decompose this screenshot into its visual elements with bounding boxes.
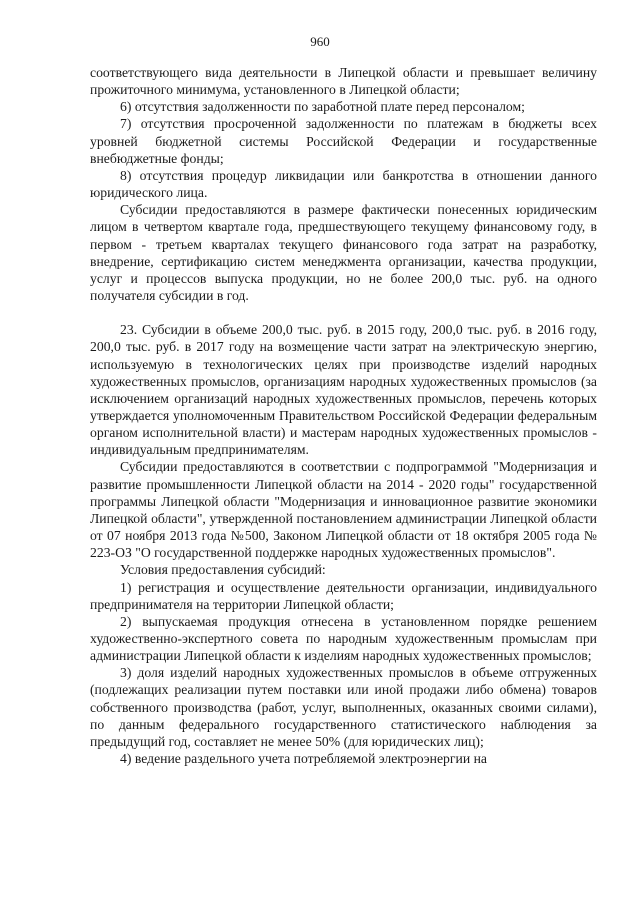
legal-basis-paragraph: Субсидии предоставляются в соответствии с подпрограммой "Модернизация и развитие промышленности Липецкой области на 2014 - 2020 годы" государственной программы Липецкой области "Модернизация и инновационное развитие экономики Липецкой области", утвержденной постановлением администрации Липецкой области от 07 ноября 2013 года №500, Законом Липецкой области от 18 октября 2005 года № 223-ОЗ "О государственной поддержке народных художественных промыслов". <box>90 459 597 561</box>
condition-item-3: 3) доля изделий народных художественных промыслов в объеме отгруженных (подлежащих реализации путем поставки или иной продажи либо обмена) товаров собственного производства (работ, услуг, выполненных, оказанных своими силами), по данным федерального государственного статистического наблюдения за предыдущий год, составляет не менее 50% (для юридических лиц); <box>90 665 597 749</box>
page-number: 960 <box>310 34 330 49</box>
condition-item-2: 2) выпускаемая продукция отнесена в установленном порядке решением художественно-экспертного совета по народным художественным промыслам при администрации Липецкой области к изделиям народных художественных промыслов; <box>90 613 597 664</box>
condition-item-1: 1) регистрация и осуществление деятельности организации, индивидуального предпринимателя на территории Липецкой области; <box>90 579 597 612</box>
condition-item-6: 6) отсутствия задолженности по заработной плате перед персоналом; <box>120 99 525 115</box>
condition-item-7: 7) отсутствия просроченной задолженности по платежам в бюджеты всех уровней бюджетной системы Российской Федерации и государственные внебюджетные фонды; <box>90 116 597 166</box>
condition-item-4: 4) ведение раздельного учета потребляемой электроэнергии на <box>120 751 487 767</box>
section-23-paragraph: 23. Субсидии в объеме 200,0 тыс. руб. в 2015 году, 200,0 тыс. руб. в 2016 году, 200,0 тыс. руб. в 2017 году на возмещение части затрат на электрическую энергию, используемую в технологических целях при производстве изделий народных художественных промыслов, организациям народных художественных промыслов (за исключением организаций народных художественных промыслов, перечень которых утверждается уполномоченным Правительством Российской Федерации федеральным органом исполнительной власти) и мастерам народных художественных промыслов - индивидуальным предпринимателям. <box>90 322 597 458</box>
subsidy-amount-paragraph: Субсидии предоставляются в размере фактически понесенных юридическим лицом в четвертом квартале года, предшествующего текущему финансовому году, в первом - третьем кварталах текущего финансового года затрат на разработку, внедрение, сертификацию систем менеджмента организации, качества продукции, услуг и процессов выпуска продукции, но не более 200,0 тыс. руб. на одного получателя субсидии в год. <box>90 202 597 304</box>
document-body <box>90 64 597 767</box>
condition-item-8: 8) отсутствия процедур ликвидации или банкротства в отношении данного юридического лица. <box>90 167 597 201</box>
conditions-heading: Условия предоставления субсидий: <box>120 562 326 578</box>
paragraph-continuation: соответствующего вида деятельности в Липецкой области и превышает величину прожиточного минимума, установленного в Липецкой области; <box>90 65 597 98</box>
